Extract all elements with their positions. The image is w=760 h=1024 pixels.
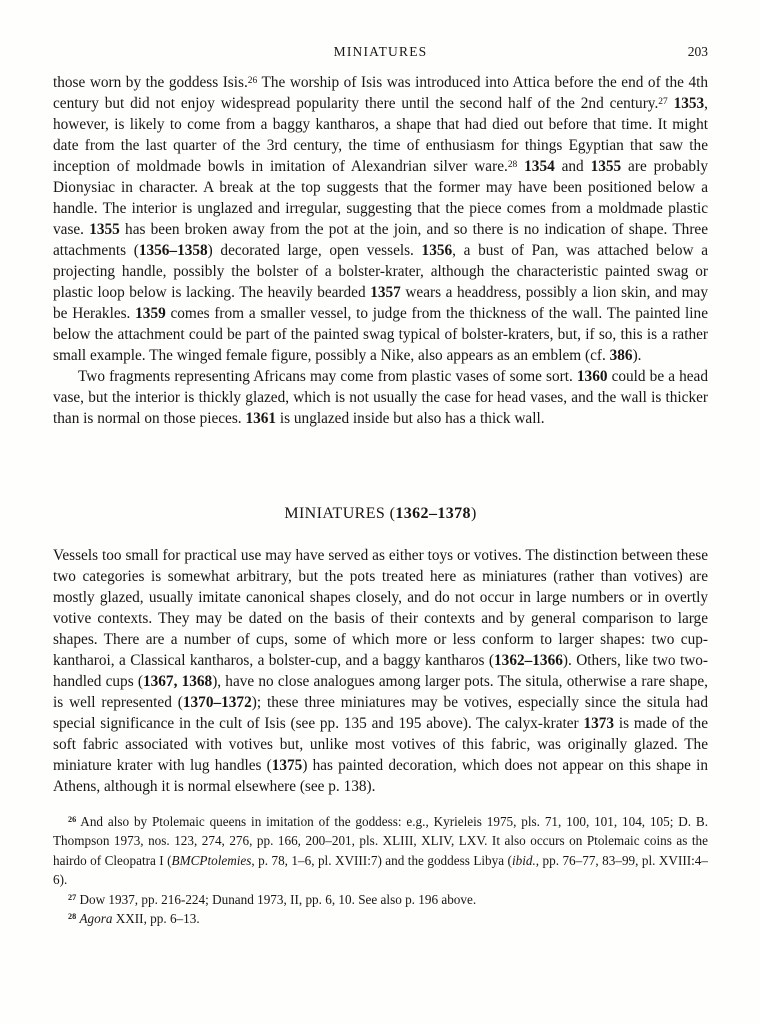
footnote-marker: 26 bbox=[68, 815, 77, 825]
text-run: ) decorated large, open vessels. bbox=[207, 242, 422, 259]
text-run: Two fragments representing Africans may come from plastic vases of some sort. bbox=[78, 368, 577, 385]
footnote-marker: 27 bbox=[68, 892, 77, 902]
text-run: 1357 bbox=[370, 284, 401, 301]
text-run: And also by Ptolemaic queens in imitation of the goddess: e.g., Kyrieleis 1975, pls. 71, 100, 101, 104, 105; D. B. Thompson 1973, nos. 123, 274, 276, pp. 166, 200–201, pls. XLIII, XLIV, LXV. It also occurs on Ptolemaic coins as the hairdo of Cleopatra I ( bbox=[53, 814, 708, 868]
text-run: Agora bbox=[79, 911, 113, 927]
text-run: The worship of Isis was introduced into Attica before the end of the 4th century but did not enjoy widespread popularity there until the second half of the 2nd century. bbox=[53, 74, 708, 112]
text-run: MINIATURES ( bbox=[284, 505, 396, 522]
text-run: 1353 bbox=[673, 95, 705, 112]
text-run: comes from a smaller vessel, to judge from the thickness of the wall. The painted line below the attachment could be part of the painted swag typical of bolster-kraters, but, if so, this is a rather small example. The winged female figure, possibly a Nike, also appears as an emblem (cf. bbox=[53, 305, 708, 364]
text-run: 1370–1372 bbox=[182, 694, 252, 711]
footnote-27 bbox=[53, 890, 708, 909]
text-run: Vessels too small for practical use may have served as either toys or votives. The distinction between these two categories is somewhat arbitrary, but the pots treated here as miniatures (rather than votives) are mostly glazed, usually imitate canonical shapes closely, and do not occur in large numbers or in overtly votive contexts. They may be dated on the basis of their contexts and by general comparison to large shapes. There are a number of cups, some of which more or less conform to larger shapes: two cup-kantharoi, a Classical kantharos, a bolster-cup, and a baggy kantharos ( bbox=[53, 547, 708, 669]
text-run: , a bust of Pan, was attached below a projecting handle, possibly the bolster of a bolster-krater, although the characteristic painted swag or plastic loop below is lacking. The heavily bearded bbox=[53, 242, 708, 301]
section-heading-miniatures bbox=[53, 505, 708, 523]
text-run: 1375 bbox=[271, 757, 303, 774]
text-run: XXII, pp. 6–13. bbox=[112, 911, 200, 927]
paragraph-miniatures-intro bbox=[53, 545, 708, 797]
footnote-marker: 27 bbox=[658, 96, 668, 107]
text-run: ). bbox=[632, 347, 642, 364]
text-run: 1367, 1368 bbox=[142, 673, 213, 690]
running-title: MINIATURES bbox=[333, 44, 428, 59]
footnote-28 bbox=[53, 909, 708, 928]
text-run: is unglazed inside but also has a thick wall. bbox=[276, 410, 545, 427]
text-run: 386 bbox=[609, 347, 633, 364]
text-run: 1355 bbox=[89, 221, 120, 238]
text-run: has been broken away from the pot at the join, and so there is no indication of shape. Three attachments ( bbox=[53, 221, 708, 259]
text-run: ) bbox=[470, 505, 477, 522]
text-run: wears a headdress, possibly a lion skin, and may be Herakles. bbox=[53, 284, 708, 322]
footnote-26 bbox=[53, 812, 708, 890]
paragraph-isis-continuation bbox=[53, 72, 708, 366]
text-run: are probably Dionysiac in character. A break at the top suggests that the former may have been positioned below a handle. The interior is unglazed and irregular, suggesting that the piece comes from a moldmade plastic vase. bbox=[53, 158, 708, 238]
text-run: 1362–1366 bbox=[494, 652, 563, 669]
text-run: is made of the soft fabric associated with votives but, unlike most votives of this fabric, was originally glazed. The miniature krater with lug handles ( bbox=[53, 715, 708, 774]
text-run: 1360 bbox=[576, 368, 608, 385]
text-run: 1373 bbox=[583, 715, 615, 732]
text-run: 1356–1358 bbox=[138, 242, 208, 259]
footnotes-section bbox=[53, 812, 708, 928]
text-run: could be a head vase, but the interior is thickly glazed, which is not usually the case for head vases, and the wall is thicker than is normal on those pieces. bbox=[53, 368, 708, 427]
footnote-marker: 28 bbox=[507, 159, 518, 170]
text-run: those worn by the goddess Isis. bbox=[53, 74, 248, 91]
paragraph-african-fragments bbox=[53, 366, 708, 429]
text-run: ), have no close analogues among larger pots. The situla, otherwise a rare shape, is well represented ( bbox=[53, 673, 708, 711]
text-run: 1356 bbox=[421, 242, 453, 259]
text-run: Dow 1937, pp. 216-224; Dunand 1973, II, pp. 6, 10. See also p. 196 above. bbox=[76, 891, 477, 907]
text-run: 1362–1378 bbox=[395, 505, 471, 522]
text-run: ). Others, like two two-handled cups ( bbox=[53, 652, 708, 690]
text-run: , p. 78, 1–6, pl. XVIII:7) and the goddess Libya ( bbox=[251, 852, 512, 868]
footnote-marker: 26 bbox=[247, 75, 258, 86]
text-run: , pp. 76–77, 83–99, pl. XVIII:4–6). bbox=[53, 852, 708, 888]
text-run: 1355 bbox=[590, 158, 622, 175]
page-number: 203 bbox=[687, 44, 708, 59]
text-run: and bbox=[554, 158, 591, 175]
main-text-lower bbox=[53, 545, 708, 797]
text-run: ); these three miniatures may be votives, especially since the situla had special significance in the cult of Isis (see pp. 135 and 195 above). The calyx-krater bbox=[53, 694, 708, 732]
text-run: ) has painted decoration, which does not appear on this shape in Athens, although it is normal elsewhere (see p. 138). bbox=[53, 757, 709, 795]
text-run: , however, is likely to come from a baggy kantharos, a shape that had died out before that time. It might date from the last quarter of the 3rd century, the time of enthusiasm for things Egyptian that saw the inception of moldmade bowls in imitation of Alexandrian silver ware. bbox=[53, 95, 708, 175]
page-header bbox=[53, 44, 708, 62]
text-run: 1354 bbox=[524, 158, 555, 175]
text-run: ibid. bbox=[511, 852, 536, 868]
text-run: 1359 bbox=[135, 305, 166, 322]
text-run: BMCPtolemies bbox=[171, 852, 252, 868]
footnote-marker: 28 bbox=[68, 912, 77, 922]
main-text-upper bbox=[53, 72, 708, 429]
text-run: 1361 bbox=[245, 410, 277, 427]
